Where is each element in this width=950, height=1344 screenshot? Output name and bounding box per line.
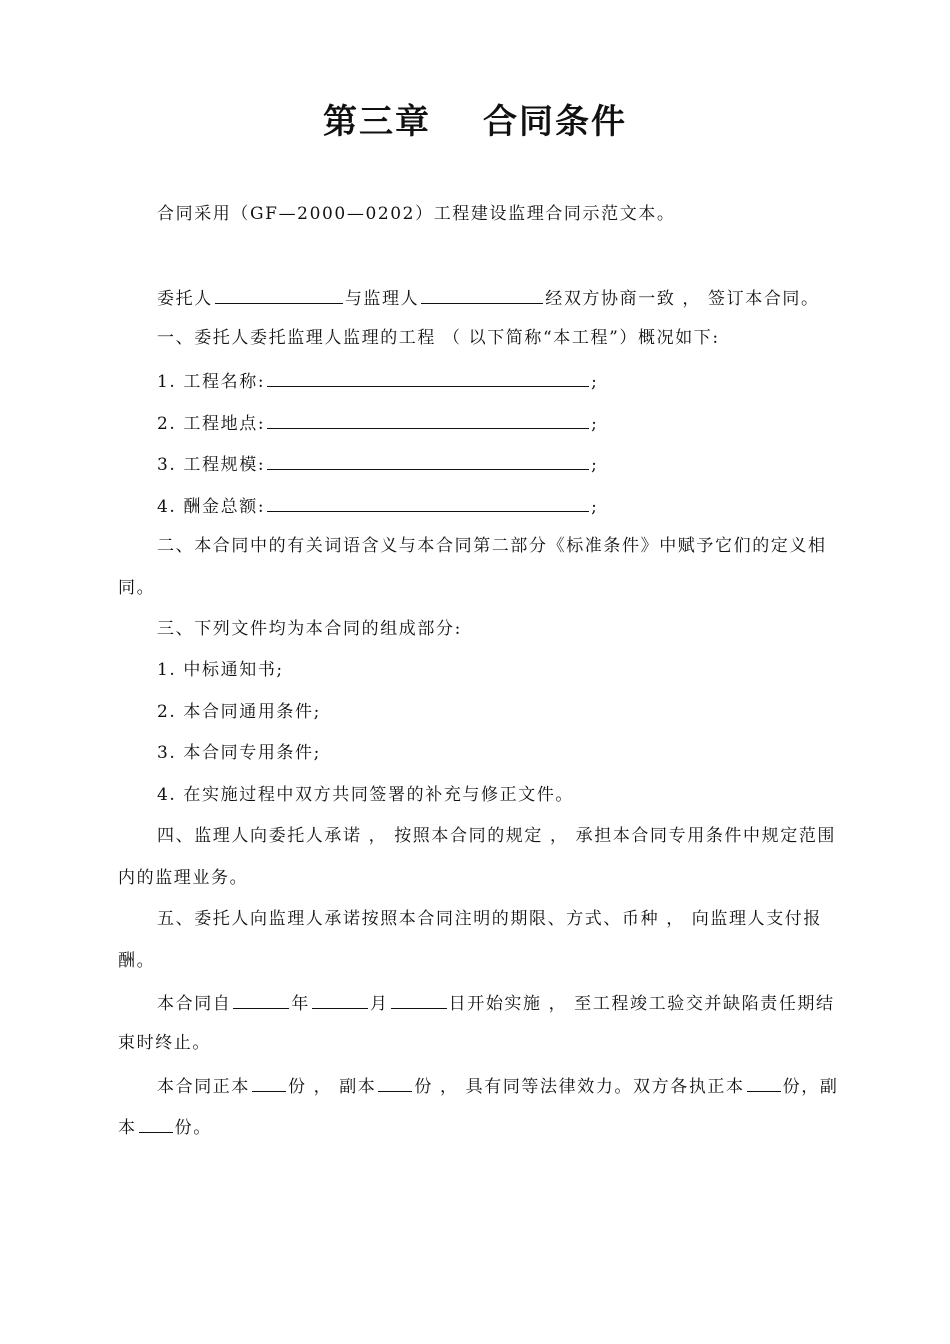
term-line-2: 束时终止。 bbox=[118, 1033, 211, 1053]
supervisor-label: 与监理人 bbox=[344, 289, 420, 309]
day-blank bbox=[391, 990, 447, 1009]
copies-line-1: 本合同正本 份 ， 副本 份 ， 具有同等法律效力。双方各执正本 份，副 bbox=[157, 1073, 838, 1099]
chapter-number: 第三章 bbox=[323, 102, 431, 142]
client-label: 委托人 bbox=[157, 289, 213, 309]
project-scale-line: 3. 工程规模: ; bbox=[157, 451, 598, 477]
section-3-heading: 三、下列文件均为本合同的组成部分: bbox=[157, 619, 462, 639]
list-item: 4. 在实施过程中双方共同签署的补充与修正文件。 bbox=[157, 785, 575, 805]
original-copies-blank bbox=[252, 1073, 286, 1092]
section-5-line-1: 五、委托人向监理人承诺按照本合同注明的期限、方式、币种 ， 向监理人支付报 bbox=[157, 909, 823, 929]
agreement-text: 经双方协商一致 ， 签订本合同。 bbox=[545, 289, 820, 309]
list-item: 2. 本合同通用条件; bbox=[157, 702, 321, 722]
supervisor-blank bbox=[421, 285, 543, 304]
list-item: 3. 本合同专用条件; bbox=[157, 743, 321, 763]
project-name-blank bbox=[267, 368, 589, 387]
item-label: 2. 工程地点: bbox=[157, 414, 266, 434]
client-blank bbox=[215, 285, 343, 304]
section-4-line-2: 内的监理业务。 bbox=[118, 868, 249, 888]
list-item: 1. 中标通知书; bbox=[157, 660, 284, 680]
item-label: 3. 工程规模: bbox=[157, 455, 266, 475]
total-fee-line: 4. 酬金总额: ; bbox=[157, 493, 598, 519]
parties-line bbox=[157, 285, 820, 311]
year-blank bbox=[233, 990, 289, 1009]
item-label: 4. 酬金总额: bbox=[157, 497, 266, 517]
section-1-heading: 一、委托人委托监理人监理的工程 （ 以下简称“本工程”）概况如下: bbox=[157, 328, 720, 348]
intro-paragraph: 合同采用（GF—2000—0202）工程建设监理合同示范文本。 bbox=[157, 204, 676, 224]
section-5-line-2: 酬。 bbox=[118, 951, 156, 971]
project-location-line: 2. 工程地点: ; bbox=[157, 410, 598, 436]
project-name-line: 1. 工程名称: ; bbox=[157, 368, 598, 394]
each-original-blank bbox=[747, 1073, 781, 1092]
item-label: 1. 工程名称: bbox=[157, 372, 266, 392]
total-fee-blank bbox=[267, 493, 589, 512]
page-title bbox=[0, 96, 950, 148]
term-line-1: 本合同自 年 月 日开始实施 ， 至工程竣工验交并缺陷责任期结 bbox=[157, 990, 835, 1016]
chapter-title: 合同条件 bbox=[483, 102, 627, 142]
section-4-line-1: 四、监理人向委托人承诺 ， 按照本合同的规定 ， 承担本合同专用条件中规定范围 bbox=[157, 826, 837, 846]
each-duplicate-blank bbox=[139, 1114, 173, 1133]
duplicate-copies-blank bbox=[378, 1073, 412, 1092]
section-2-line-1: 二、本合同中的有关词语含义与本合同第二部分《标准条件》中赋予它们的定义相 bbox=[157, 536, 827, 556]
project-location-blank bbox=[267, 410, 589, 429]
project-scale-blank bbox=[267, 451, 589, 470]
copies-line-2: 本 份。 bbox=[118, 1114, 212, 1140]
month-blank bbox=[312, 990, 368, 1009]
section-2-line-2: 同。 bbox=[118, 578, 156, 598]
